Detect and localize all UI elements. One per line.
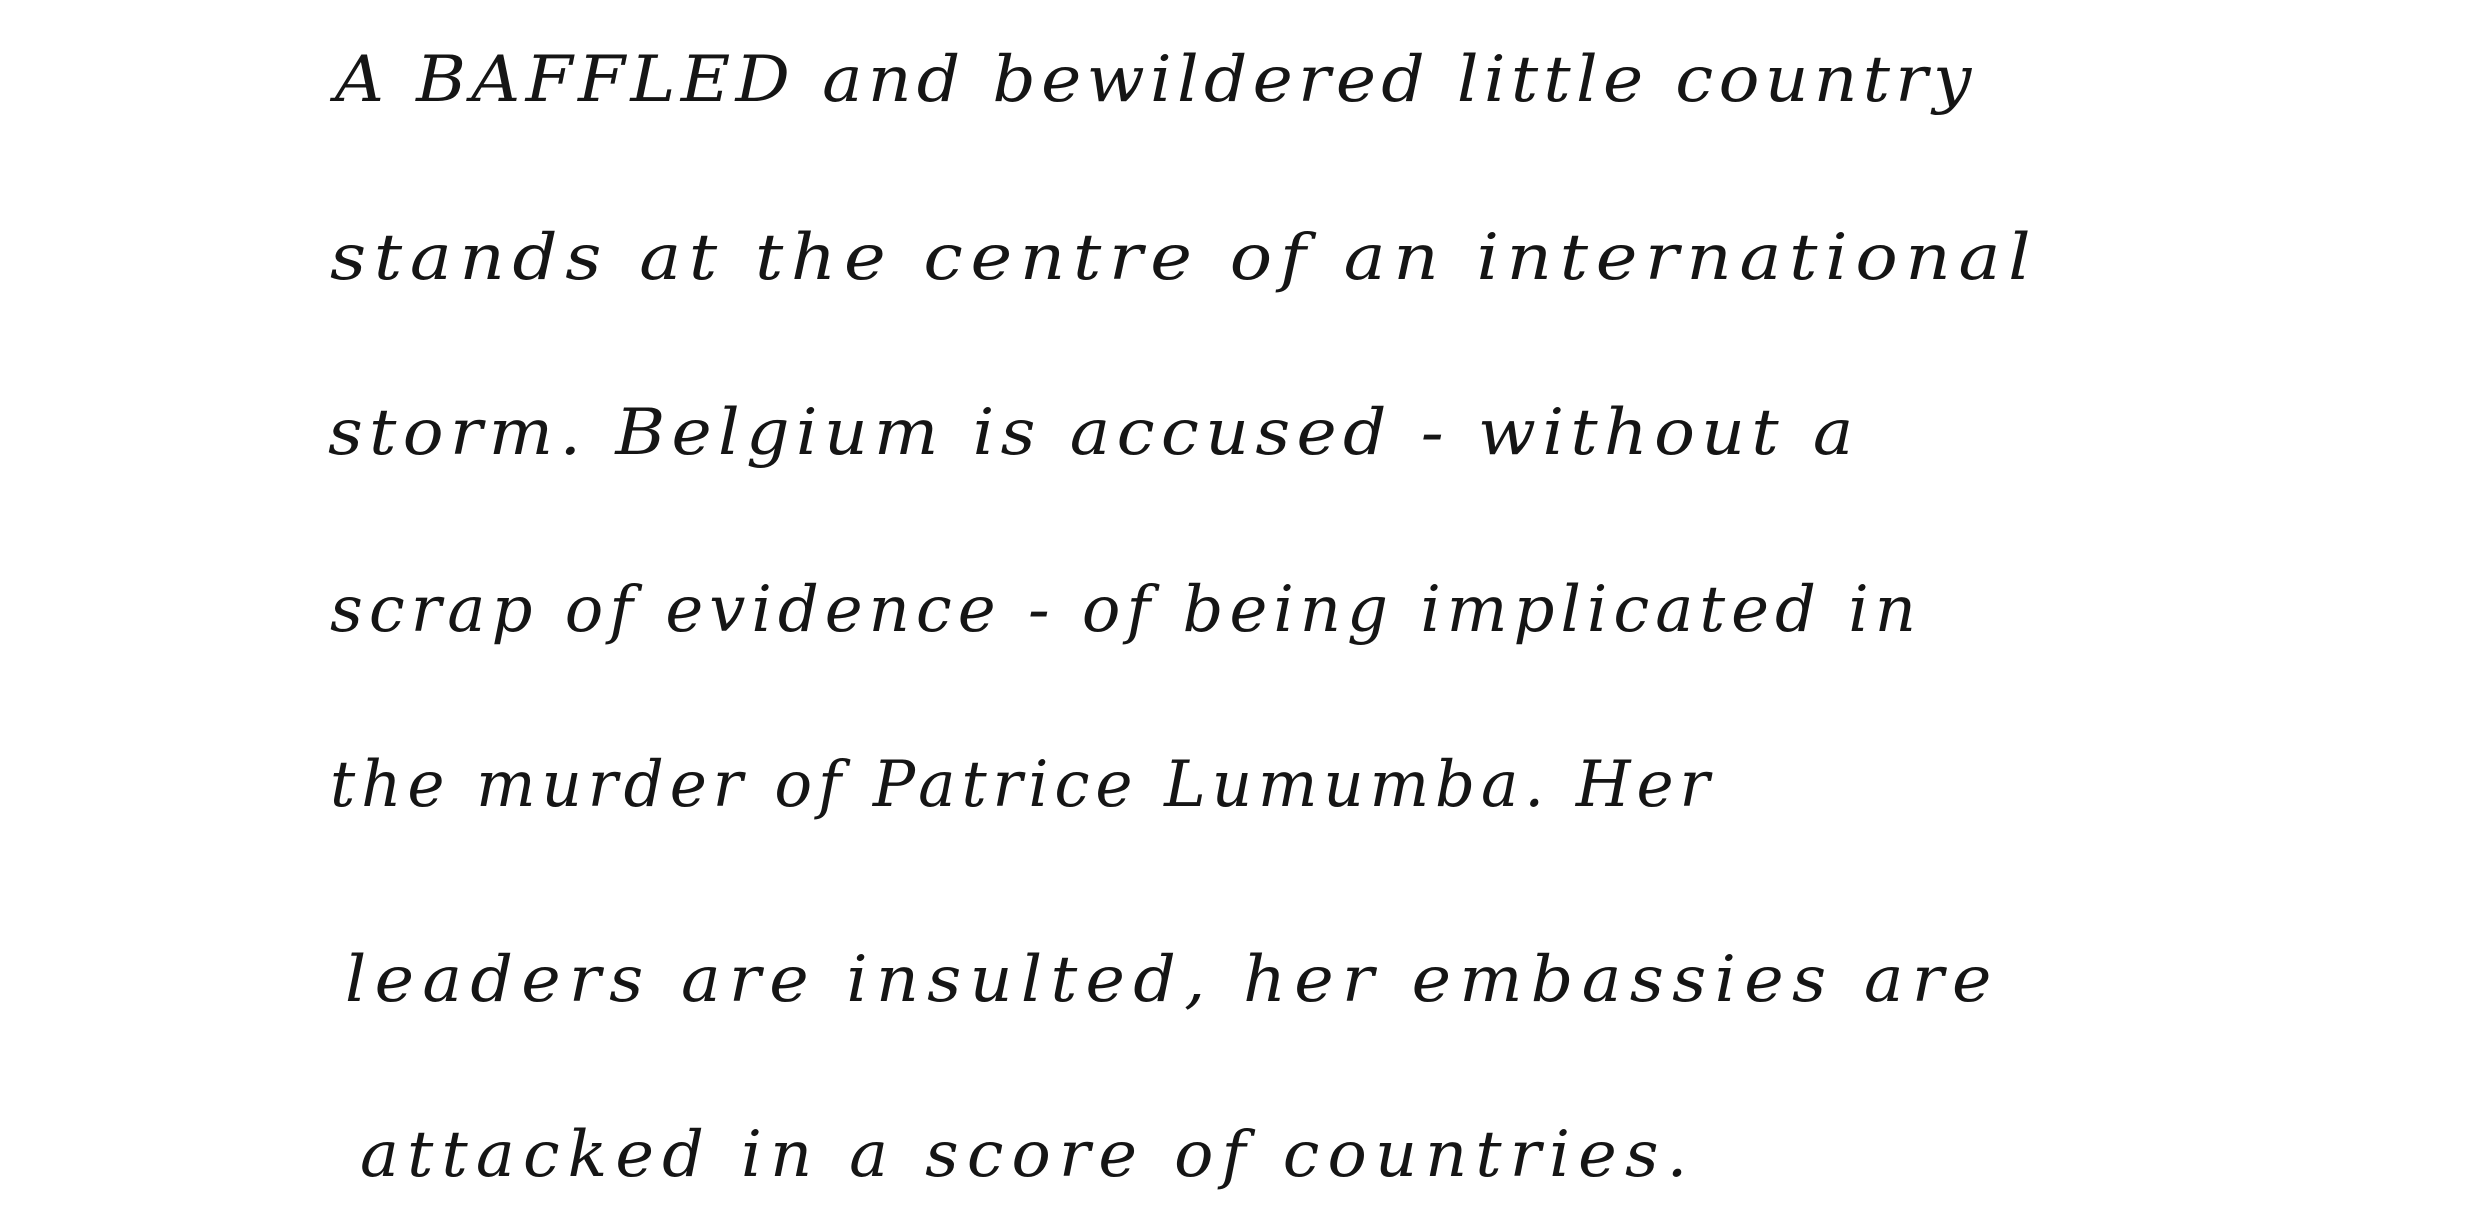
handwritten-line: A BAFFLED and bewildered little country	[335, 43, 1977, 117]
handwritten-line: attacked in a score of countries.	[360, 1118, 1696, 1192]
handwritten-line: scrap of evidence - of being implicated in	[330, 573, 1922, 647]
handwritten-line: leaders are insulted, her embassies are	[345, 943, 2000, 1017]
handwritten-line: the murder of Patrice Lumumba. Her	[330, 748, 1716, 822]
handwritten-line: stands at the centre of an international	[330, 221, 2039, 295]
handwritten-line: storm. Belgium is accused - without a	[328, 396, 1860, 470]
